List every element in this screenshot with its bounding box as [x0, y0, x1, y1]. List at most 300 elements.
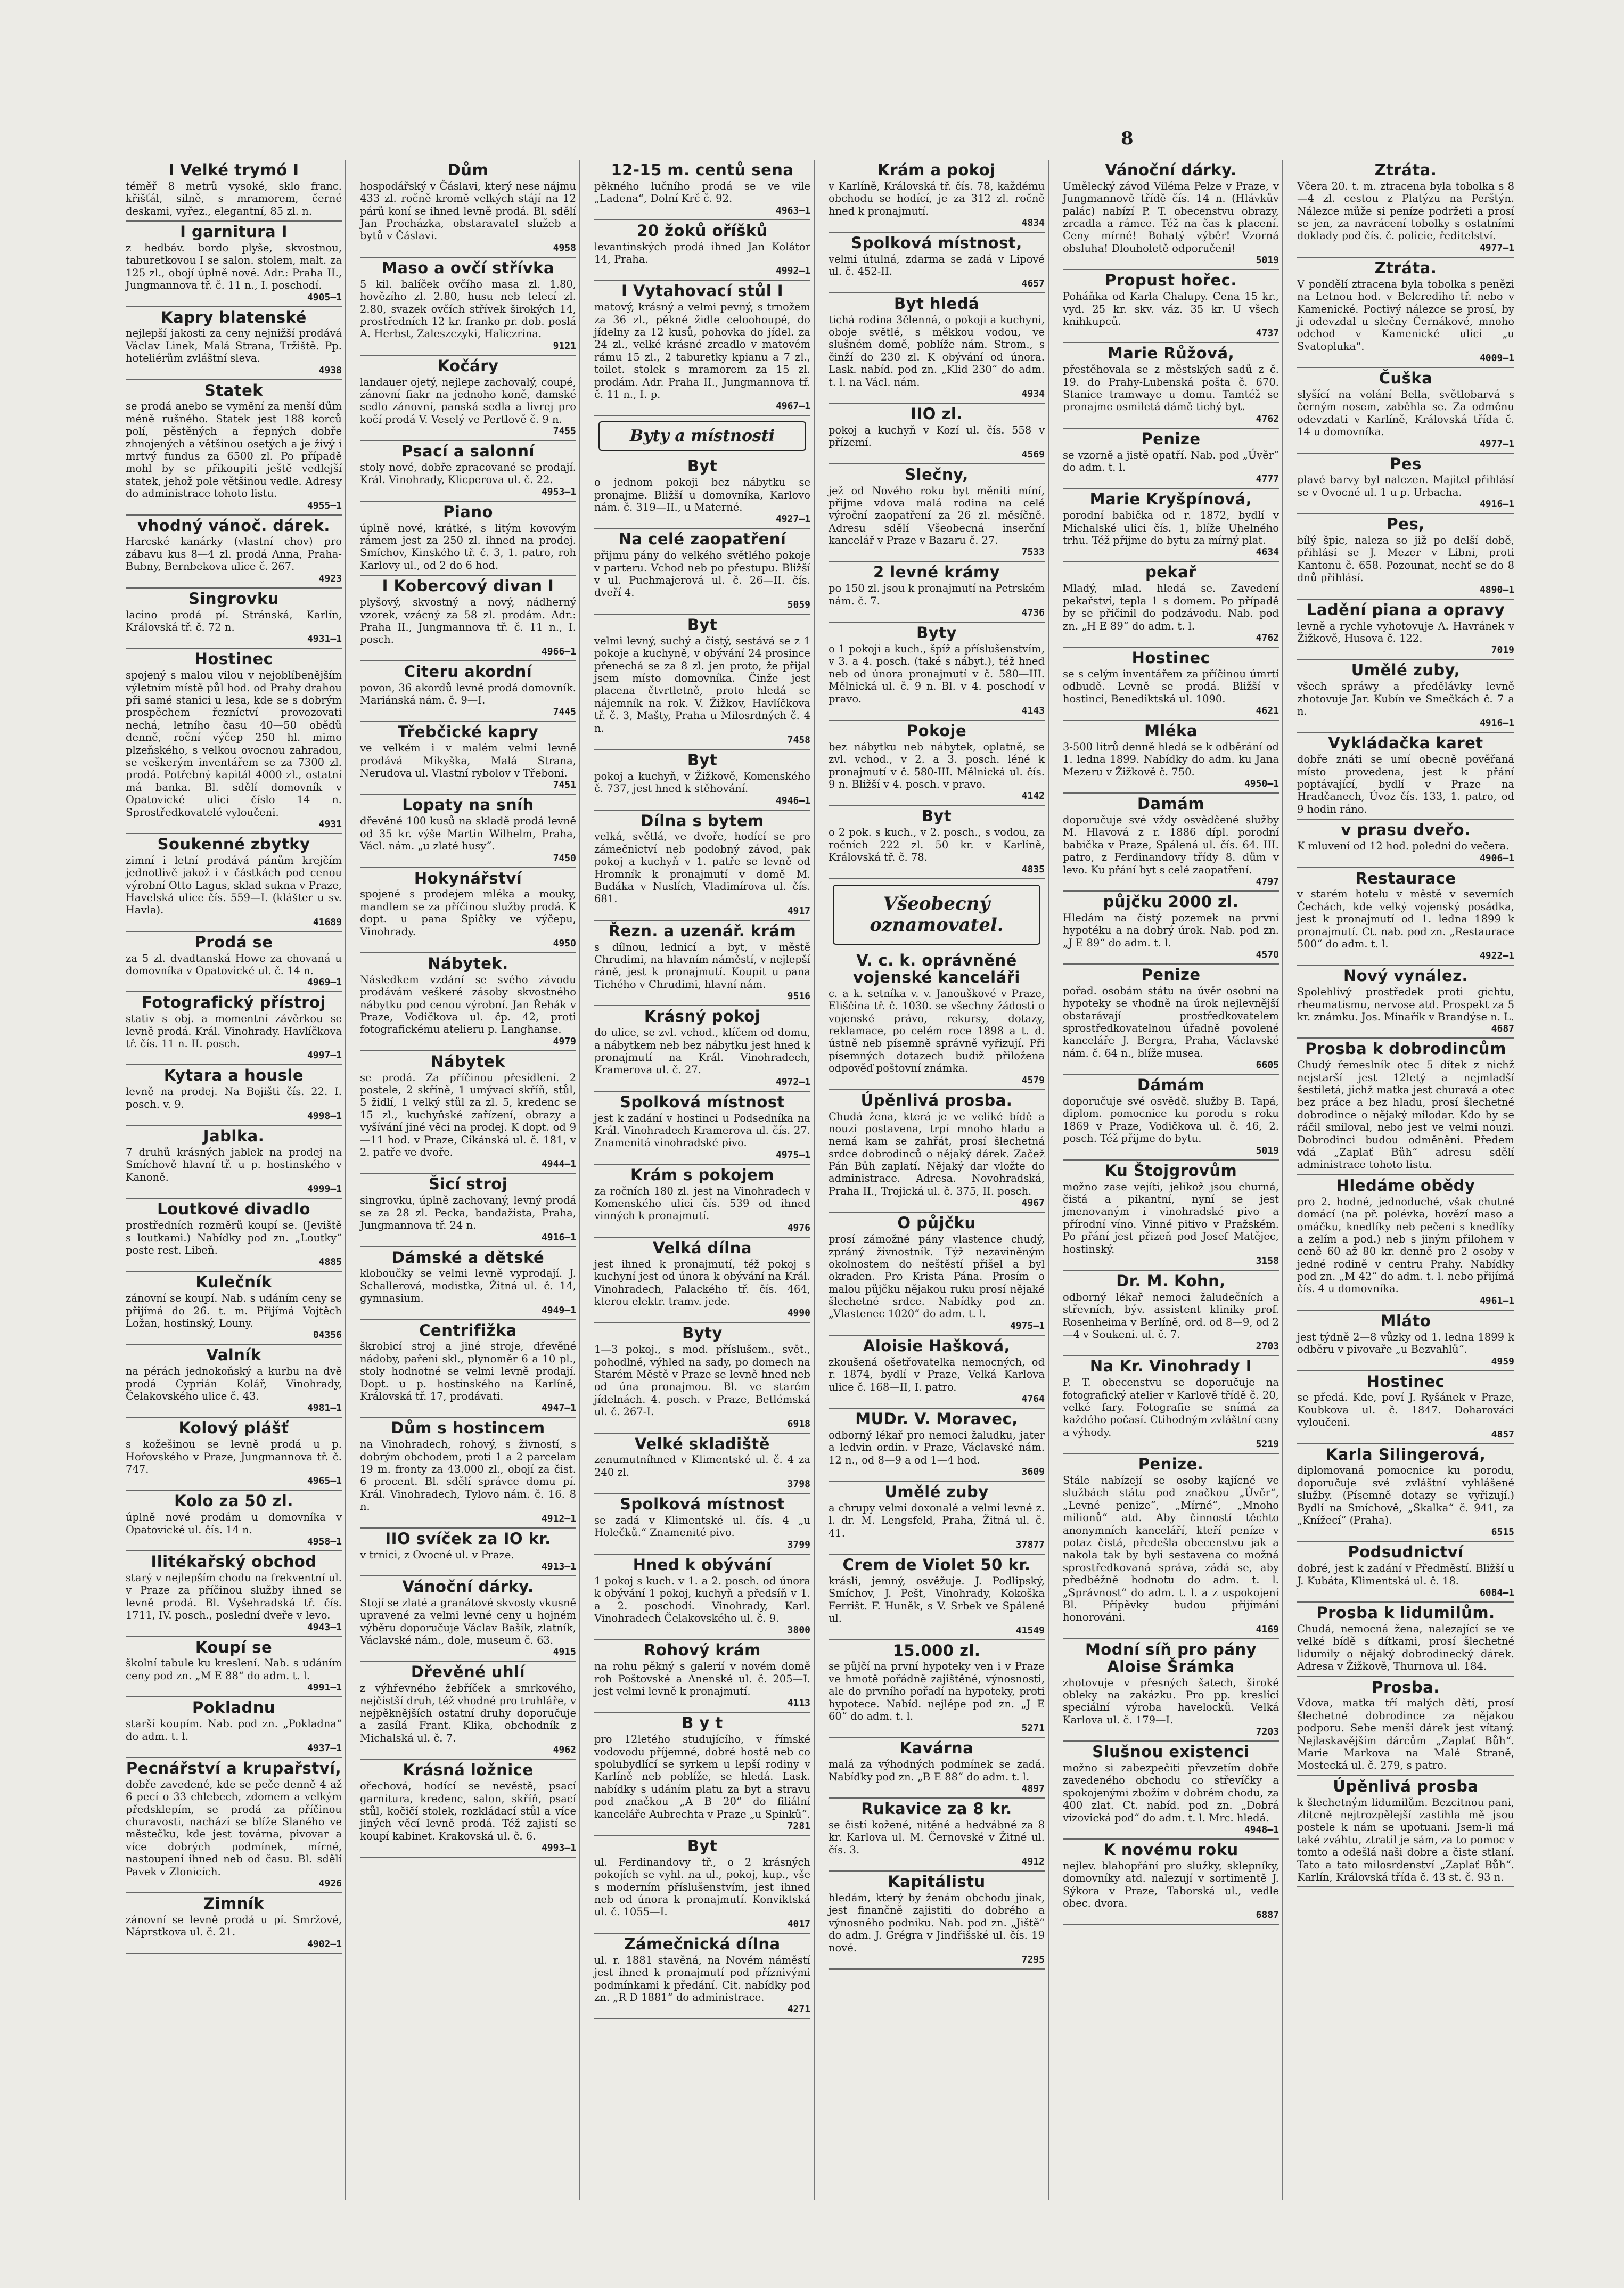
classified-ad: [594, 281, 810, 416]
ad-title: Kolový plášť: [178, 1419, 289, 1437]
ad-reference-number: 4271: [787, 2004, 810, 2015]
ad-reference-number: 2703: [1256, 1341, 1279, 1352]
ad-reference-number: 4959: [1491, 1355, 1514, 1367]
ad-reference-number: 4890—1: [1479, 584, 1514, 595]
ad-text: velmi levný, suchý a čistý, sestává se z 1 pokoje a kuchyně, v obývání 24 prosince přenechá se za 8 zl. jen proto, že přijal jsem místo domovníka. Činže jest placena čtvrtletně, proto hledá se nájemník na rok. V. Žižkov, Havlíčkova tř. č. 3, Mašty, Praha u Milosrdných č. 4 n.: [594, 634, 810, 734]
ad-reference-number: 4897: [1021, 1783, 1045, 1795]
ad-text: malá za výhodných podmínek se zadá. Nabídky pod zn. „B E 88“ do adm. t. l.: [829, 1758, 1045, 1783]
ad-text: starší koupím. Nab. pod zn. „Pokladna“ do adm. t. l.: [126, 1718, 342, 1743]
classified-ad: [126, 1697, 342, 1758]
classified-ad: [360, 1529, 576, 1576]
classified-ad: [1063, 1742, 1279, 1840]
ad-reference-number: 4948—1: [1244, 1824, 1279, 1835]
classified-ad: [594, 750, 810, 811]
ad-text: matový, krásný a velmi pevný, s trnožem za 36 zl., pěkné židle celoohoupé, do jídelny za 12 kusů, pohovka do jídel. za 24 zl., velké krásné zrcadlo v matovém rámu 15 zl., 2 taburetky kpianu a 7 zl., toilet. stolek s mramorem za 15 zl. prodám. Adr. Praha II., Jungmannova tř. č. 11 n., I. p.: [594, 301, 810, 401]
ad-title: Pokoje: [906, 722, 967, 740]
classified-ad: [1063, 343, 1279, 428]
ad-title: Krásný pokoj: [644, 1007, 761, 1026]
classified-ad: [1297, 1677, 1514, 1776]
ad-text: bílý špic, naleza so již po delší době, přihlásí se J. Mezer v Libni, proti Kantonu č. 658. Pozounat, nechť se do 8 dnů přihlásí.: [1297, 534, 1514, 584]
ad-text: zimní i letní prodává pánům krejčím jednotlivě jakož i v částkách pod cenou výrobní Otto Lagus, sklad sukna v Praze, Havelská ulice čís. 559—I. (klášter u sv. Havla).: [126, 854, 342, 917]
ad-title: Umělé zuby: [884, 1483, 989, 1501]
ad-title: Restaurace: [1355, 869, 1456, 887]
classified-ad: [126, 222, 342, 307]
classified-ad: [126, 589, 342, 649]
classified-ad: [829, 1799, 1045, 1872]
classified-ad: [1063, 1639, 1279, 1742]
classified-ad: [594, 615, 810, 750]
ad-reference-number: 6887: [1256, 1909, 1279, 1921]
ad-title: Ladění piana a opravy: [1306, 600, 1505, 619]
classified-ad: [126, 1065, 342, 1126]
ad-title: Čuška: [1379, 369, 1433, 388]
classified-ad: [1297, 258, 1514, 368]
ad-title: Spolková místnost: [620, 1495, 785, 1514]
ad-reference-number: 4947—1: [541, 1402, 576, 1414]
ad-text: prosí zámožné pány vlastence chudý, zpráný živnostník. Týž nezaviněným okolnostem do neštěstí přišel a byl okraden. Pro Krista Pána. Prosím o malou půjčku nějakou ruku prosí nějaké šlechetné srdce. Nabídky pod zn. „Vlastenec 1020“ do adm. t. l.: [829, 1233, 1045, 1320]
classified-ad: [594, 529, 810, 614]
ad-text: v starém hotelu v městě v severních Čechách, kde velký vojenský posádka, jest k pronajmutí od 1. ledna 1899 k pronajmutí. Ct. nab. pod zn. „Restaurace 500“ do adm. t. l.: [1297, 888, 1514, 950]
section-heading: Všeobecný oznamovatel.: [833, 885, 1040, 945]
classified-ad: [1297, 1603, 1514, 1677]
ad-title: Slušnou existenci: [1092, 1743, 1250, 1761]
ad-text: Včera 20. t. m. ztracena byla tobolka s 8—4 zl. cestou z Platýzu na Perštýn. Nálezce může si peníze podržeti a prosí se jen, za navrácení tobolky s ostatními doklady pod čís. č. policie, ředitelství.: [1297, 179, 1514, 242]
ad-text: s dílnou, lednicí a byt, v městě Chrudimi, na hlavním náměstí, v nejlepší ráně, jest k pronajmutí. Koupit u pana Tichého v Chrudimi, hlavní nám.: [594, 941, 810, 991]
ad-reference-number: 4922—1: [1479, 950, 1514, 962]
classified-ad: [1297, 368, 1514, 453]
ad-reference-number: 4958—1: [307, 1536, 342, 1548]
ad-reference-number: 4965—1: [307, 1475, 342, 1487]
ad-text: Stále nabízejí se osoby kajícné ve službách státu pod značkou „Úvěr“, „Levné penize“, „Mírné“, „Mnoho milionů“ atd. Aby činností těchto anonymních kanceláří, kteří peníze v potaz čistá, předešla obecenstvu jak a nakola tak by byli sestavena co možná sprostředkovaná správa, zádá se, aby předběžně hodnotu do adm. t. l. „Správnost“ do adm. t. l. a z uspokojení Bl. Přípěvky budou přijímání honorováni.: [1063, 1474, 1279, 1624]
ad-text: 1—3 pokoj., s mod. příslušem., svět., pohodlné, výhled na sady, po domech na Starém Městě v Praze se levně hned neb od úna pronajmou. Bl. ve starém jídelnách. 4. posch. v Praze, Betlémská ul. č. 267-I.: [594, 1343, 810, 1418]
classified-ad: [360, 160, 576, 258]
ad-reference-number: 4998—1: [307, 1110, 342, 1122]
ad-reference-number: 3799: [787, 1539, 810, 1550]
ad-title: Vykládačka karet: [1328, 734, 1483, 753]
ad-title: Krám a pokoj: [877, 161, 996, 179]
classified-ad: [1297, 1542, 1514, 1603]
ad-reference-number: 4857: [1491, 1428, 1514, 1440]
ad-column: [1294, 160, 1518, 2200]
ad-text: levantinských prodá ihned Jan Kolátor 14, Praha.: [594, 240, 810, 265]
ad-text: přestěhovala se z městských sadů z č. 19. do Prahy-Lubenská pošta č. 670. Stanice tramwaye u domu. Tamtéž se pronajme osmiletá dámě tichý byt.: [1063, 363, 1279, 413]
ad-reference-number: 4949—1: [541, 1304, 576, 1316]
ad-reference-number: 4913—1: [541, 1560, 576, 1572]
classified-ad: [1063, 160, 1279, 270]
ad-text: pokoj a kuchyň v Kozí ul. čís. 558 v přízemí.: [829, 423, 1045, 449]
classified-ad: [829, 464, 1045, 562]
ad-reference-number: 6515: [1491, 1526, 1514, 1538]
ad-reference-number: 4927—1: [775, 513, 810, 525]
ad-title: 15.000 zl.: [892, 1641, 981, 1660]
classified-ad: [594, 1323, 810, 1433]
ad-reference-number: 3798: [787, 1478, 810, 1490]
ad-reference-number: 4938: [318, 364, 342, 376]
ad-reference-number: 4912—1: [541, 1513, 576, 1524]
ad-text: starý v nejlepším chodu na frekventní ul. v Praze za příčinou služby ihned se levně prodá. Bl. Vyšehradská tř. čís. 1711, IV. posch., poslední dveře v levo.: [126, 1572, 342, 1622]
ad-text: landauer ojetý, nejlepe zachovalý, coupé, zánovní fiakr na jednoho koně, damské sedlo zánovní, panská sedla a livrej pro kočí prodá V. Veselý ve Pertlově č. 9 n.: [360, 375, 576, 426]
ad-text: se čistí kožené, nitěné a hedvábné za 8 kr. Karlova ul. M. Černovské v Žitné ul. čís. 3.: [829, 1818, 1045, 1856]
ad-reference-number: 4113: [787, 1697, 810, 1709]
ad-title: Prodá se: [194, 933, 273, 951]
ad-text: ořechová, hodící se nevěstě, psací garnitura, kredenc, salon, skříň, psací stůl, kočičí stolek, rozkládací stůl a více jiných věcí levně prodá. Též zajistí se koupí kabinet. Krakovská ul. č. 6.: [360, 1780, 576, 1842]
ad-title: Na Kr. Vinohrady I: [1089, 1357, 1252, 1376]
ad-text: o 1 pokoji a kuch., špíž a příslušenstvím, v 3. a 4. posch. (také s nábyt.), též hned neb od února pronajmutí v č. 580—III. Mělnická ul. č. 9 n. Bl. v 4. poschodí v pravo.: [829, 643, 1045, 705]
ad-text: Hledám na čistý pozemek na první hypotéku a na dobrý úrok. Nab. pod zn. „J E 89“ do adm. t. l.: [1063, 911, 1279, 949]
ad-text: přijmu pány do velkého světlého pokoje v parteru. Vchod neb po přestupu. Bližší v ul. Puchmajerová ul. č. 26—II. čís. dveří 4.: [594, 549, 810, 599]
ad-reference-number: 4736: [1021, 607, 1045, 619]
ad-text: povon, 36 akordů levně prodá domovník. Mariánská nám. č. 9—I.: [360, 681, 576, 706]
ad-text: úplně nové, krátké, s litým kovovým rámem jest za 250 zl. ihned na prodej. Smíchov, Kinského tř. č. 3, 1. patro, roh Karlovy ul., od 2 do 6 hod.: [360, 521, 576, 571]
ad-title: Hostinec: [1366, 1372, 1445, 1391]
ad-title: Kulečník: [195, 1273, 272, 1292]
ad-reference-number: 5219: [1256, 1439, 1279, 1450]
ad-title: Dřevěné uhlí: [411, 1663, 526, 1681]
ad-reference-number: 4967—1: [775, 401, 810, 412]
ad-text: lacino prodá pí. Stránská, Karlín, Královská tř. č. 72 n.: [126, 608, 342, 633]
ad-text: pro 12letého studujícího, v římské vodovodu příjemné, dobré hostě neb co spolubydlící se syrkem u lepší rodiny v Karlíně neb poblíže, se hledá. Lask. nabídky s udáním platu za byt a stravu pod značkou „A B 20“ do filiální kanceláře Aubrechta v Praze „u Spinků“.: [594, 1733, 810, 1820]
ad-title: K novému roku: [1103, 1840, 1238, 1859]
ad-reference-number: 4926: [318, 1877, 342, 1889]
classified-ad: [1297, 160, 1514, 258]
ad-text: P. T. obecenstvu se doporučuje na fotografický atelier v Karlově třídě č. 20, velké fary. Fotografie se snímá za každého počasí. Ctihodným zvláštní ceny a výhody.: [1063, 1376, 1279, 1439]
ad-title: I Velké trymó I: [168, 161, 299, 179]
classified-ad: [829, 721, 1045, 806]
ad-title: Řezn. a uzenář. krám: [608, 921, 797, 940]
ad-title: Zámečnická dílna: [624, 1934, 781, 1953]
ad-reference-number: 6605: [1256, 1059, 1279, 1071]
ad-reference-number: 4979: [553, 1035, 576, 1047]
ad-text: se prodá. Za příčinou přesídlení. 2 postele, 2 skříně, 1 umývací skříň, stůl, 5 židlí, 1 velký stůl za zl. 5, kredenc se 15 zl., kuchyňské zařízení, obrazy a vyšívání jiné věci na prodej. K dopt. od 9—11 hod. v Praze, Cikánská ul. č. 181, v 2. patře ve dvoře.: [360, 1071, 576, 1159]
ad-text: možno si zabezpečiti převzetím dobře zavedeného obchodu co střevíčky a spokojenými zbožím v dobrém chodu, za 400 zlat. Ct. nabíd. pod zn. „Dobrá vizovická pod“ do adm. t. l. Mrc. hledá.: [1063, 1762, 1279, 1824]
ad-title: Penize: [1141, 429, 1201, 448]
classified-ad: [1063, 1454, 1279, 1639]
ad-title: Mláto: [1380, 1311, 1431, 1330]
ad-text: na rohu pěkný s galerií v novém domě roh Poštovské a Anenské ul. č. 205—I. jest velmi levně k pronajmutí.: [594, 1660, 810, 1697]
ad-title: B y t: [682, 1714, 723, 1733]
ad-text: zánovní se levně prodá u pí. Smržové, Náprstkova ul. č. 21.: [126, 1913, 342, 1939]
ad-title: Citeru akordní: [404, 662, 532, 681]
ad-text: Harcské kanárky (vlastní chov) pro zábavu kus 8—4 zl. prodá Anna, Praha-Bubny, Bernbekova ulice č. 267.: [126, 535, 342, 573]
ad-reference-number: 5059: [787, 599, 810, 610]
ad-text: zhotovuje v přesných šatech, široké obleky na zakázku. Pro pp. kreslící speciální výroba havelocků. Velká Karlova ul. č. 179—I.: [1063, 1676, 1279, 1726]
classified-ad: [594, 160, 810, 220]
ad-title: Byt: [687, 750, 718, 769]
ad-title: Byt: [921, 807, 952, 826]
ad-text: odborný lékař nemoci žaludečních a střevních, býv. assistent kliniky prof. Rosenheima v Berlíně, ord. od 8—9, od 2—4 v Soukeni. ul. č. 7.: [1063, 1290, 1279, 1341]
ad-reference-number: 4916—1: [1479, 717, 1514, 729]
ad-title: Úpěnlivá prosba.: [860, 1091, 1013, 1109]
ad-text: v Karlíně, Královská tř. čís. 78, každému obchodu se hodící, je za 312 zl. ročně hned k pronajmutí.: [829, 179, 1045, 217]
ad-text: jest týdně 2—8 vůzky od 1. ledna 1899 k odběru v pivovaře „u Bezvahlů“.: [1297, 1330, 1514, 1356]
ad-title: Byt: [687, 457, 718, 476]
page-number: 8: [1121, 128, 1134, 149]
ad-title: Nábytek: [431, 1052, 505, 1071]
ad-text: k šlechetným lidumilům. Bezcitnou pani, zlitcně nejtrozpělejší zastihla mě jsou postele k nám se upotuani. Jsem-li má také zváhtu, ztratil je sám, za to pomoc v tomto a odešlá naši dobre a čiste stlaní. Tato a tato milosrdenství „Zaplať Bůh“. Karlín, Královská třída č. 43 st. č. 93 n.: [1297, 1796, 1514, 1884]
classified-ad: [1297, 966, 1514, 1039]
ad-title: Na celé zaopatření: [618, 530, 786, 549]
ad-title: Dům s hostincem: [391, 1419, 545, 1437]
ad-text: se vzorně a jistě opatří. Nab. pod „Úvěr“ do adm. t. l.: [1063, 448, 1279, 474]
ad-title: Kapitálistu: [888, 1873, 986, 1891]
ad-text: 5 kil. balíček ovčího masa zl. 1.80, hovězího zl. 2.80, husu neb telecí zl. 2.80, svazek ovčích střívek širokých 14, prostředních 12 kr. franko pr. dob. poslá A. Herbst, Zaleszczyki, Haliczrina.: [360, 277, 576, 340]
ad-text: doporučuje své vždy osvědčené služby M. Hlavová z r. 1886 dípl. porodní babička v Praze, Spálená ul. čís. 64. III. patro, z Ferdinandovy třídy 8. dům v levo. Ku přání byt s celé zaopatření.: [1063, 813, 1279, 876]
ad-reference-number: 41549: [1015, 1624, 1045, 1636]
ad-title: Třebčické kapry: [397, 723, 539, 741]
ad-reference-number: 4905—1: [307, 291, 342, 303]
ad-reference-number: 4017: [787, 1918, 810, 1930]
ad-reference-number: 7450: [553, 852, 576, 864]
ad-text: V pondělí ztracena byla tobolka s penězi na Letnou hod. v Belcrediho tř. nebo v Kamenické. Poctivý nálezce se prosí, by ji odevzdal u slečny Černákové, mnoho odchod v Kamenické ulici „u Svatoplukа“.: [1297, 277, 1514, 353]
ad-text: na pérách jednokoňský a kurbu na dvě prodá Cyprián Kolář, Vinohrady, Čelakovského ulice č. 43.: [126, 1365, 342, 1403]
ad-text: z výhřevného žebříček a smrkového, nejčistší druh, též vhodné pro truhláře, v nejpěknějších ostatní druhy doporučuje a zasílá Frant. Klika, obchodník z Michalská ul. č. 7.: [360, 1682, 576, 1744]
classified-ad: [829, 1738, 1045, 1799]
ad-reference-number: 4777: [1256, 473, 1279, 485]
classified-ad: [594, 811, 810, 921]
ad-reference-number: 3800: [787, 1624, 810, 1636]
ad-title: Velká dílna: [653, 1238, 752, 1257]
classified-ad: [126, 992, 342, 1065]
ad-reference-number: 4737: [1256, 328, 1279, 339]
ad-title: Centrifižka: [419, 1321, 517, 1339]
ad-reference-number: 6918: [787, 1418, 810, 1429]
ad-reference-number: 4169: [1256, 1623, 1279, 1635]
ad-text: Mladý, mlad. hledá se. Zavedení pekařství, tepla 1 s domem. Po případě by se přičinil do podzávodu. Nab. pod zn. „H E 89“ do adm. t. l.: [1063, 582, 1279, 632]
ad-reference-number: 7445: [553, 706, 576, 718]
ad-reference-number: 4955—1: [307, 500, 342, 511]
classified-ad: [594, 1006, 810, 1091]
ad-reference-number: 5019: [1256, 255, 1279, 266]
ad-text: po 150 zl. jsou k pronajmutí na Petrském nám. č. 7.: [829, 582, 1045, 607]
ad-text: s kožešinou se levně prodá u p. Hořovského v Praze, Jungmannova tř. č. 747.: [126, 1438, 342, 1476]
classified-ad: [126, 1418, 342, 1491]
ad-reference-number: 4972—1: [775, 1076, 810, 1088]
ad-reference-number: 4992—1: [775, 265, 810, 277]
ad-text: plavé barvy byl nalezen. Majitel přihlásí se v Ovocné ul. 1 u p. Urbacha.: [1297, 473, 1514, 499]
ad-text: v trnici, z Ovocné ul. v Praze.: [360, 1548, 514, 1561]
ad-title: I Kobercový divan I: [382, 577, 554, 595]
classified-ad: [829, 562, 1045, 623]
ad-title: Byt hledá: [893, 294, 980, 313]
ad-title: Piano: [443, 502, 493, 521]
ad-reference-number: 9516: [787, 991, 810, 1002]
ad-text: krásli, jemný, osvěžuje. J. Podlipský, Smíchov, J. Pešt, Vinohrady, Kokoška Ferrišt. F. Huněk, s V. Srbek ve Spálené ul.: [829, 1574, 1045, 1625]
ad-text: stativ s obj. a momentní závěrkou se levně prodá. Král. Vinohrady. Havlíčkova tř. čís. 11 n. II. posch.: [126, 1012, 342, 1050]
classified-ad: [1297, 600, 1514, 660]
ad-text: za ročních 180 zl. jest na Vinohradech v Komenského ulici čís. 539 od ihned vinných k pronajmutí.: [594, 1184, 810, 1222]
ad-reference-number: 4958: [553, 242, 576, 254]
ad-text: velká, světlá, ve dvoře, hodící se pro zámečnictví neb podobný závod, pak pokoj a kuchyň v 1. patře se levně od Hromník k pronajmutí v domě M. Budáka v Nuslích, Vladimírova ul. čís. 681.: [594, 830, 810, 905]
ad-reference-number: 4946—1: [775, 795, 810, 806]
ad-reference-number: 4835: [1021, 863, 1045, 875]
ad-title: v prasu dveřo.: [1341, 821, 1471, 839]
ad-column: [825, 160, 1049, 2200]
ad-title: Modní síň pro pány Aloise Šrámka: [1085, 1640, 1257, 1676]
ad-reference-number: 4912: [1021, 1856, 1045, 1868]
ad-reference-number: 6084—1: [1479, 1587, 1514, 1599]
ad-title: Valník: [206, 1346, 261, 1364]
ad-title: O půjčku: [897, 1214, 976, 1232]
classified-ad: [829, 1090, 1045, 1213]
ad-text: spojený s malou vilou v nejoblíbenějším výletním místě půl hod. od Prahy drahou při samé stanici u lesa, kde se s dobrým prospěchem řezníctví provozovati nechá, letního času 40—50 obědů denně, roční výčep 250 hl. mimo plzeňského, s velkou ovocnou zahradou, se veškerým inventářem se za 7300 zl. prodá. Potřebný kapitál 4000 zl., ostatní má banka. Bl. sdělí domovník v Opatovické ulici číslo 14 n. Sprostředkovatelé vyloučeni.: [126, 669, 342, 819]
ad-text: téměř 8 metrů vysoké, sklo franc. křišťál, silně, s mramorem, černé deskami, vyřez., elegantní, 85 zl. n.: [126, 179, 342, 217]
ad-title: Propust hořec.: [1105, 271, 1237, 290]
ad-title: Aloisie Hašková,: [863, 1336, 1011, 1355]
classified-ad: [360, 661, 576, 722]
ad-reference-number: 4762: [1256, 413, 1279, 424]
ad-text: spojené s prodejem mléka a mouky, mandlem se za příčinou služby prodá. K dopt. u pana Spičky ve výčepu, Vinohrady.: [360, 888, 576, 938]
classified-ad: [829, 404, 1045, 464]
classified-ad: [360, 795, 576, 868]
ad-title: Ilitékařský obchod: [151, 1552, 317, 1571]
classified-ad: [126, 1491, 342, 1551]
ad-text: 3-500 litrů denně hledá se k odběrání od 1. ledna 1899. Nabídky do adm. ku Jana Mezeru v Žižkově č. 750.: [1063, 740, 1279, 778]
classified-ad: [126, 1637, 342, 1698]
ad-text: o 2 pok. s kuch., v 2. posch., s vodou, za ročních 222 zl. 50 kr. v Karlíně, Královská tř. č. 78.: [829, 826, 1045, 864]
ad-title: Rukavice za 8 kr.: [861, 1800, 1012, 1818]
classified-ad: [1297, 1311, 1514, 1371]
classified-ad: [1297, 1776, 1514, 1888]
classified-ad: [594, 1494, 810, 1555]
ad-title: Hledáme obědy: [1336, 1176, 1475, 1195]
ad-reference-number: 7451: [553, 779, 576, 791]
classified-ad: [126, 380, 342, 516]
classified-ad: [126, 834, 342, 932]
ad-title: Spolková místnost: [620, 1092, 785, 1111]
ad-reference-number: 4569: [1021, 448, 1045, 460]
ad-title: Maso a ovčí střívka: [381, 258, 555, 277]
classified-ad: [829, 806, 1045, 879]
ad-reference-number: 4009—1: [1479, 353, 1514, 364]
classified-ad: [360, 1662, 576, 1760]
classified-ad: [829, 1640, 1045, 1738]
classified-ad: [1297, 820, 1514, 868]
classified-ad: [1063, 489, 1279, 562]
ad-title: Jablka.: [203, 1127, 265, 1146]
ad-text: 1 pokoj s kuch. v 1. a 2. posch. od února k obývání 1 pokoj, kuchyň a předsíň v 1. a 2. poschodí. Vinohrady, Karl. Vinohradech Čelakovského ul. č. 9.: [594, 1574, 810, 1624]
classified-ad: [360, 953, 576, 1051]
classified-ad: [594, 1092, 810, 1165]
ad-title: Vánoční dárky.: [402, 1577, 534, 1596]
ad-text: plyšový, skvostný a nový, nádherný vzorek, vzácný za 58 zl. prodám. Adr.: Praha II., Jungmannova tř. č. 11 n., I. posch.: [360, 596, 576, 646]
ad-column: [357, 160, 580, 2200]
ad-text: do ulice, se zvl. vchod., klíčem od domu, a nábytkem neb bez nábytku jest hned k pronajmutí na Král. Vinohradech, Kramerova ul. č. 27.: [594, 1026, 810, 1076]
ad-title: Dílna s bytem: [641, 811, 764, 830]
ad-title: Crem de Violet 50 kr.: [842, 1556, 1031, 1574]
classified-ad: [829, 1872, 1045, 1970]
classified-ad: [594, 1713, 810, 1836]
ad-title: Kolo za 50 zl.: [174, 1492, 293, 1510]
ad-reference-number: 7281: [787, 1820, 810, 1832]
ad-title: Úpěnlivá prosba: [1333, 1777, 1479, 1795]
ad-reference-number: 5019: [1256, 1145, 1279, 1156]
ad-reference-number: 4885: [318, 1256, 342, 1268]
ad-title: Byt: [687, 615, 718, 634]
ad-title: Karla Silingerová,: [1325, 1445, 1486, 1464]
classified-ad: [1297, 1039, 1514, 1175]
ad-reference-number: 41689: [313, 916, 342, 928]
classified-ad: [1297, 454, 1514, 514]
ad-title: Pes,: [1387, 515, 1425, 534]
ad-text: Chudý řemeslník otec 5 dítek z nichž nejstarší jest 12letý a nejmladší šestiletá, jichž matka jest churavá a otec bez práce a bez hladu, prosí šlechetné dobrodince o nějaký milodar. Kdo by se ráčil smiloval, nebo jest ve velmi nouzi. Dobrodinci budou odměněni. Předem vdá „Zaplať Bůh“ adresu sdělí administrace tohoto listu.: [1297, 1059, 1514, 1171]
classified-ad: [126, 307, 342, 380]
ad-text: jest ihned k pronajmutí, též pokoj s kuchyní jest od února k obývání na Král. Vinohradech, Palackého tř. čís. 464, kterou elektr. tramv. jede.: [594, 1257, 810, 1308]
ad-reference-number: 4797: [1256, 876, 1279, 887]
classified-ad: [360, 1247, 576, 1320]
ad-title: Spolková místnost,: [851, 234, 1022, 252]
ad-title: Loutkové divadlo: [157, 1200, 310, 1219]
ad-reference-number: 4977—1: [1479, 242, 1514, 254]
classified-ad: [1297, 660, 1514, 733]
ad-reference-number: 4916—1: [541, 1231, 576, 1243]
ad-reference-number: 4931—1: [307, 633, 342, 645]
ad-title: Byty: [682, 1324, 723, 1343]
ad-text: úplně nové prodám u domovníka v Opatovické ul. čís. 14 n.: [126, 1511, 342, 1536]
classified-ad: [829, 233, 1045, 293]
ad-text: všech spráwy a předělávky levně zhotovuje Jar. Kubín ve Smečkách č. 7 a n.: [1297, 680, 1514, 717]
ad-title: Dámám: [1137, 1076, 1205, 1094]
classified-ad: [594, 456, 810, 529]
ad-reference-number: 4990: [787, 1308, 810, 1319]
ad-text: se předá. Kde, poví J. Ryšánek v Praze, Koubkova ul. č. 1847. Doharováci vyloučeni.: [1297, 1391, 1514, 1429]
ad-title: 2 levné krámy: [873, 563, 1000, 582]
ad-reference-number: 7019: [1491, 644, 1514, 656]
ad-reference-number: 4764: [1021, 1393, 1045, 1404]
advertisement-page: [122, 128, 1528, 2205]
ad-reference-number: 5271: [1021, 1722, 1045, 1734]
ad-title: Hostinec: [1131, 648, 1210, 667]
ad-title: Penize.: [1138, 1455, 1204, 1474]
ad-text: zánovní se koupí. Nab. s udáním ceny se přijímá do 26. t. m. Přijímá Vojtěch Ložan, hostinský, Louny.: [126, 1292, 342, 1329]
ad-reference-number: 4962: [553, 1744, 576, 1756]
classified-ad: [126, 160, 342, 222]
ad-text: levně na prodej. Na Bojišti čís. 22. I. posch. v. 9.: [126, 1085, 342, 1110]
classified-ad: [126, 1345, 342, 1418]
classified-ad: [829, 293, 1045, 404]
ad-text: stoly nové, dobře zpracované se prodají. Král. Vinohrady, Klicperova ul. č. 22.: [360, 461, 576, 486]
ad-title: IIO zl.: [911, 404, 963, 423]
ad-text: porodní babička od r. 1872, bydlí v Michalské ulici čís. 1, blíže Uhelného trhu. Též přijme do bytu za mírný plat.: [1063, 509, 1279, 547]
classified-ad: [126, 649, 342, 834]
classified-ad: [360, 441, 576, 502]
ad-reference-number: 4999—1: [307, 1183, 342, 1195]
ad-text: nejlepší jakosti za ceny nejnižší prodává Václav Linek, Malá Strana, Tržiště. Pp. hoteliérům zvláštní sleva.: [126, 327, 342, 365]
ad-title: Hostinec: [194, 650, 273, 668]
ad-title: V. c. k. oprávněné vojenské kanceláři: [853, 951, 1020, 986]
ad-title: Dámské a dětské: [391, 1248, 545, 1266]
ad-title: Ztráta.: [1374, 258, 1437, 277]
ad-reference-number: 4966—1: [541, 645, 576, 657]
ad-reference-number: 4762: [1256, 632, 1279, 643]
classified-ad: [829, 1409, 1045, 1482]
ad-text: doporučuje své osvědč. služby B. Tapá, diplom. pomocnice ku porodu s roku 1869 v Praze, Vodičkova ul. č. 46, 2. posch. Též přijme do bytu.: [1063, 1095, 1279, 1145]
ad-reference-number: 4621: [1256, 705, 1279, 716]
classified-ad: [360, 502, 576, 576]
ad-title: Rohový krám: [644, 1641, 761, 1660]
ad-reference-number: 4950—1: [1244, 778, 1279, 790]
ad-text: na Vinohradech, rohový, s živností, s dobrým obchodem, proti 1 a 2 parcelam 19 m. fronty za 43.000 zl., obojí za čist. 6 procent. Bl. sdělí správce domu pí. Král. Vinohradech, Tylovo nám. č. 16. 8 n.: [360, 1438, 576, 1513]
ad-text: singrovku, úplně zachovaný, levný prodá se za 28 zl. Pecka, bandažista, Praha, Jungmannova tř. 24 n.: [360, 1194, 576, 1232]
ad-text: se zadá v Klimentské ul. čís. 4 „u Holečků.“ Znamenité pivo.: [594, 1514, 810, 1539]
classified-ad: [1063, 1271, 1279, 1356]
ad-text: pokoj a kuchyň, v Žižkově, Komenského č. 737, jest hned k stěhování.: [594, 770, 810, 795]
ad-title: Ztráta.: [1374, 161, 1437, 179]
classified-ad: [594, 1238, 810, 1323]
classified-ad: [829, 950, 1045, 1090]
ad-title: Singrovku: [188, 589, 279, 608]
ad-title: Šicí stroj: [428, 1175, 508, 1194]
ad-reference-number: 4906—1: [1479, 852, 1514, 864]
